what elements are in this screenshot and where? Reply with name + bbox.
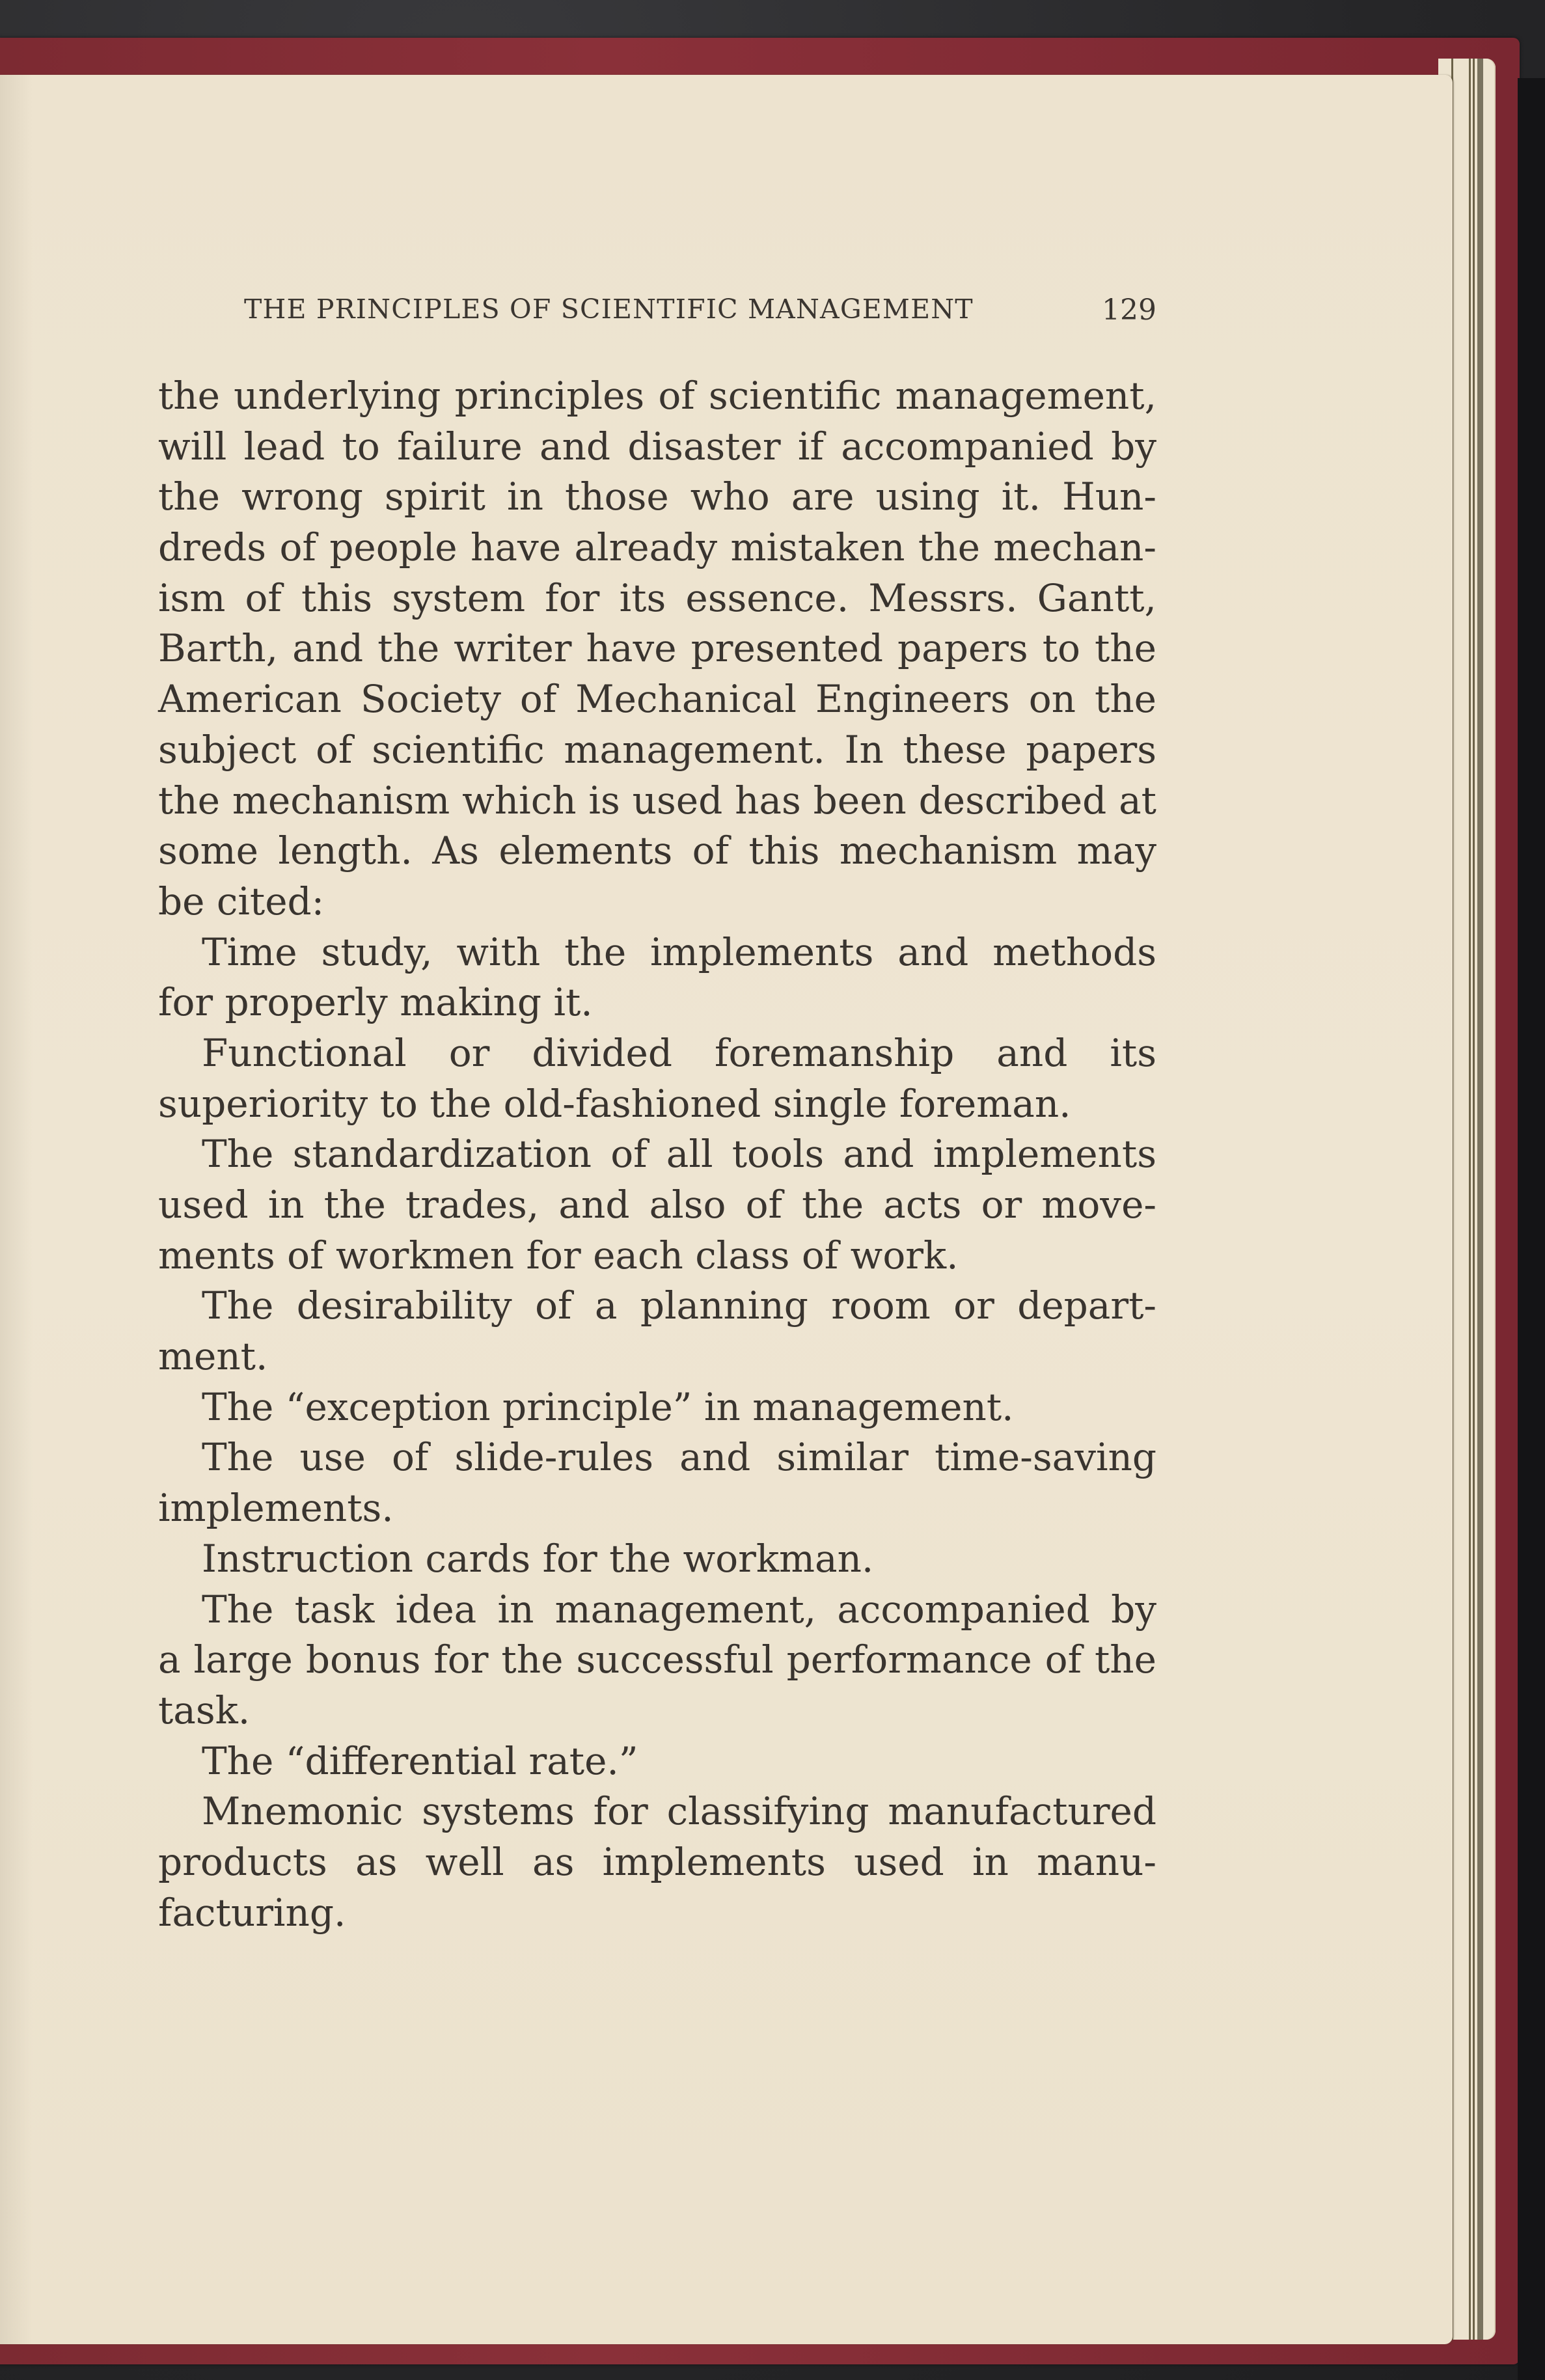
text-line: ism of this system for its essence. Messrs. Gantt, [158, 575, 1156, 620]
page-edge-line [1469, 59, 1471, 2340]
list-item-time-study: Time study, with the implements and methods [202, 929, 1156, 974]
text-line: be cited: [158, 879, 325, 923]
text-line: the mechanism which is used has been described at [158, 778, 1156, 823]
page-number: 129 [1102, 294, 1156, 327]
list-item-functional-foremanship: Functional or divided foremanship and its [202, 1030, 1156, 1075]
list-item-functional-foremanship-cont: superiority to the old-fashioned single foreman. [158, 1081, 1071, 1126]
list-item-standardization-cont: ments of workmen for each class of work. [158, 1233, 959, 1278]
list-item-task-idea: The task idea in management, accompanied by [202, 1587, 1156, 1632]
running-head [244, 294, 1156, 333]
text-line: Barth, and the writer have presented papers to the [158, 626, 1156, 671]
list-item-instruction-cards: Instruction cards for the workman. [202, 1536, 874, 1581]
list-item-standardization: The standardization of all tools and implements [202, 1132, 1156, 1177]
book-page [0, 75, 1453, 2344]
list-item-mnemonic-systems: Mnemonic systems for classifying manufactured [202, 1789, 1156, 1834]
list-item-slide-rules-cont: implements. [158, 1486, 394, 1531]
page-edge-line [1473, 59, 1475, 2340]
list-item-mnemonic-systems-cont: products as well as implements used in manu- [158, 1839, 1156, 1884]
list-item-task-idea-cont: a large bonus for the successful performance of the [158, 1637, 1156, 1682]
cover-shadow-edge [1518, 78, 1545, 2380]
text-line: dreds of people have already mistaken the mechan- [158, 525, 1156, 570]
text-line: the wrong spirit in those who are using it. Hun- [158, 474, 1156, 519]
list-item-standardization-cont: used in the trades, and also of the acts or move- [158, 1183, 1156, 1227]
body-text [158, 371, 1156, 1938]
text-line: the underlying principles of scientific management, [158, 374, 1156, 418]
list-item-mnemonic-systems-cont: facturing. [158, 1890, 346, 1935]
text-line: subject of scientific management. In these papers [158, 727, 1156, 772]
text-line: American Society of Mechanical Engineers on the [158, 677, 1156, 722]
running-head-title: THE PRINCIPLES OF SCIENTIFIC MANAGEMENT [244, 294, 974, 325]
list-item-exception-principle: The “exception principle” in management. [202, 1384, 1014, 1429]
list-item-slide-rules: The use of slide-rules and similar time-saving [202, 1435, 1156, 1480]
list-item-differential-rate: The “differential rate.” [202, 1738, 638, 1783]
list-item-time-study-cont: for properly making it. [158, 980, 593, 1025]
list-item-planning-room-cont: ment. [158, 1334, 268, 1379]
list-item-planning-room: The desirability of a planning room or depart- [202, 1283, 1156, 1328]
text-line: will lead to failure and disaster if accompanied by [158, 424, 1156, 469]
list-item-task-idea-cont: task. [158, 1688, 251, 1732]
page-edge-line [1477, 59, 1483, 2340]
text-line: some length. As elements of this mechanism may [158, 828, 1156, 873]
